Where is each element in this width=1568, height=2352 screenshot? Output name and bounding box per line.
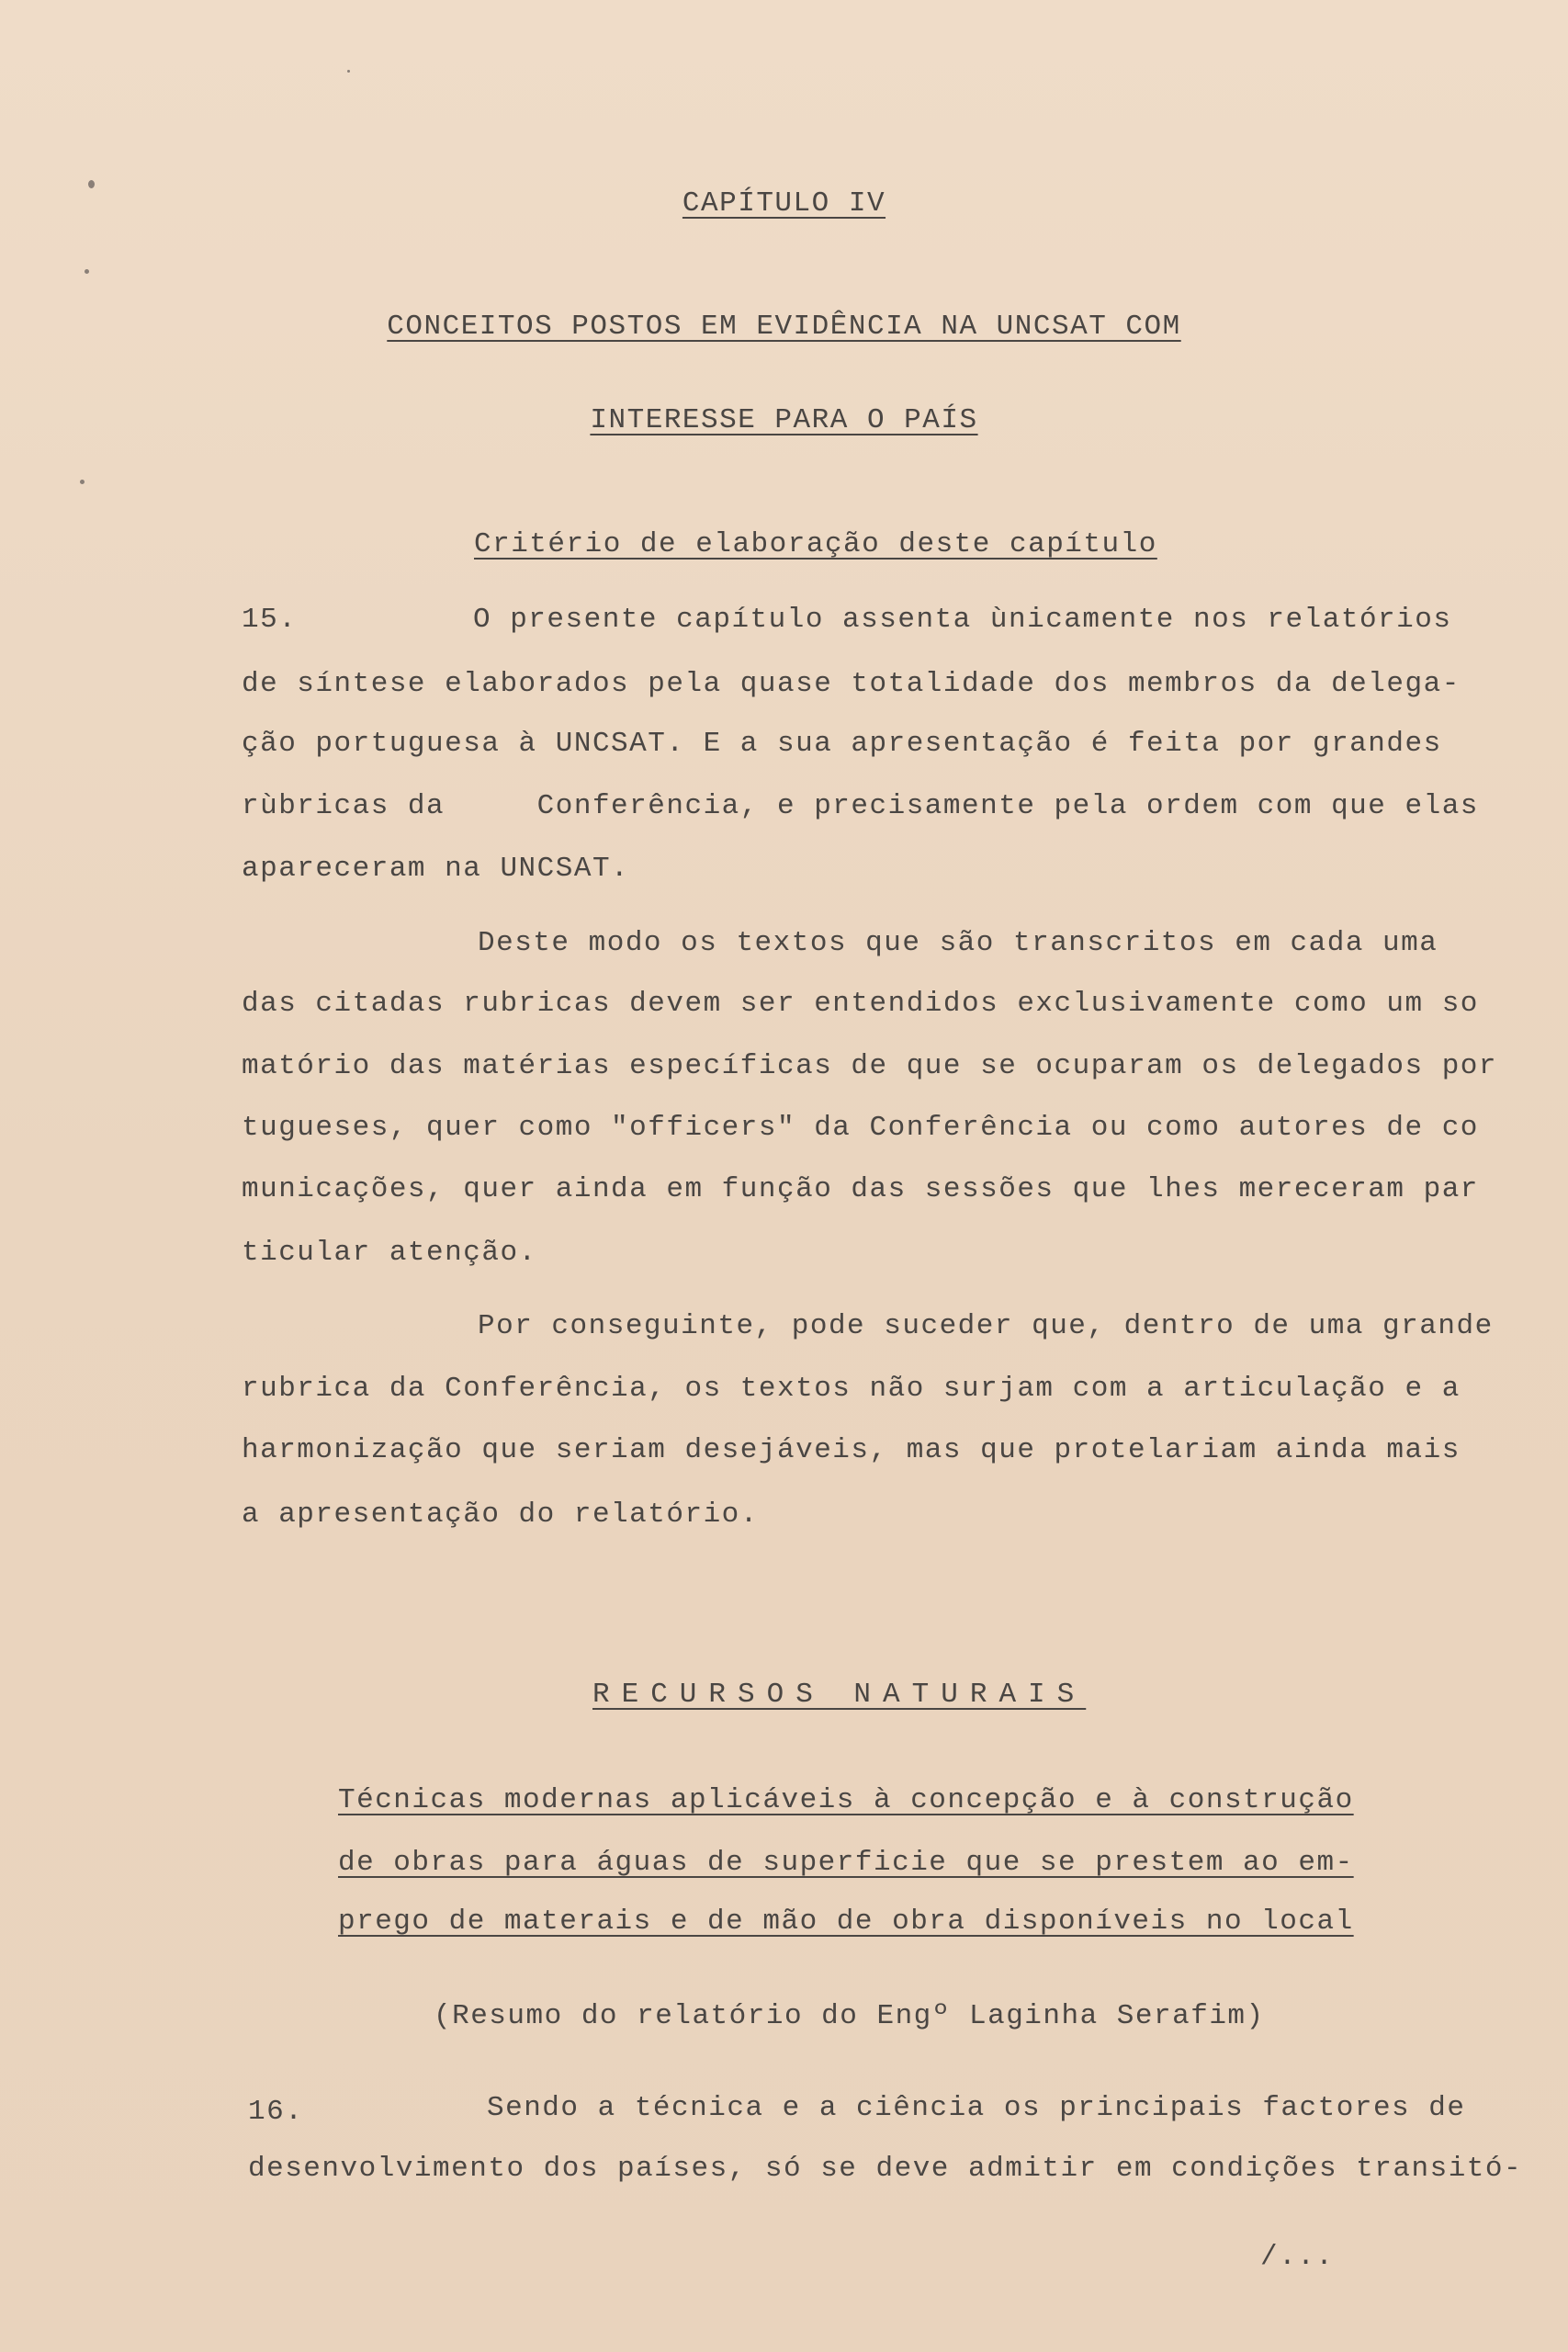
- para-por-line: harmonização que seriam desejáveis, mas que protelariam ainda mais: [242, 1434, 1461, 1466]
- para-15-number: 15.: [242, 604, 298, 636]
- tecnicas-heading-line: Técnicas modernas aplicáveis à concepção e à construção: [338, 1784, 1354, 1816]
- paper-speck: [85, 269, 89, 274]
- para-deste-line: tugueses, quer como "officers" da Conferência ou como autores de co: [242, 1112, 1479, 1144]
- para-15-line: de síntese elaborados pela quase totalidade dos membros da delega-: [242, 668, 1461, 700]
- para-15-line: O presente capítulo assenta ùnicamente nos relatórios: [473, 604, 1452, 636]
- para-15-line: apareceram na UNCSAT.: [242, 853, 630, 885]
- para-deste-line: Deste modo os textos que são transcritos em cada uma: [478, 927, 1438, 959]
- para-deste-line: matório das matérias específicas de que se ocuparam os delegados por: [242, 1050, 1498, 1082]
- para-por-line: Por conseguinte, pode suceder que, dentro de uma grande: [478, 1310, 1494, 1342]
- para-por-line: a apresentação do relatório.: [242, 1498, 759, 1531]
- criterio-heading: Critério de elaboração deste capítulo: [474, 528, 1157, 560]
- section-title-line-2: INTERESSE PARA O PAÍS: [590, 404, 978, 436]
- para-deste-line: das citadas rubricas devem ser entendidos exclusivamente como um so: [242, 988, 1479, 1020]
- para-deste-line: municações, quer ainda em função das sessões que lhes mereceram par: [242, 1173, 1479, 1205]
- recursos-naturais-heading: RECURSOS NATURAIS: [592, 1679, 1087, 1711]
- para-16-line: desenvolvimento dos países, só se deve admitir em condições transitó-: [248, 2153, 1523, 2185]
- paper-speck: [88, 180, 95, 188]
- tecnicas-heading-line: prego de materais e de mão de obra disponíveis no local: [338, 1905, 1354, 1938]
- continuation-mark: /...: [1260, 2241, 1335, 2273]
- para-16-line: Sendo a técnica e a ciência os principais factores de: [487, 2092, 1466, 2124]
- para-deste-line: ticular atenção.: [242, 1237, 537, 1269]
- paper-speck: [347, 70, 350, 73]
- para-15-line: rùbricas da Conferência, e precisamente pela ordem com que elas: [242, 790, 1479, 822]
- resumo-note: (Resumo do relatório do Engº Laginha Serafim): [434, 2000, 1265, 2032]
- chapter-title: CAPÍTULO IV: [682, 187, 886, 220]
- tecnicas-heading-line: de obras para águas de superficie que se prestem ao em-: [338, 1847, 1354, 1879]
- para-16-number: 16.: [248, 2096, 304, 2128]
- section-title-line-1: CONCEITOS POSTOS EM EVIDÊNCIA NA UNCSAT COM: [387, 311, 1181, 343]
- para-15-line: ção portuguesa à UNCSAT. E a sua apresentação é feita por grandes: [242, 728, 1442, 760]
- paper-speck: [80, 480, 85, 484]
- para-por-line: rubrica da Conferência, os textos não surjam com a articulação e a: [242, 1373, 1461, 1405]
